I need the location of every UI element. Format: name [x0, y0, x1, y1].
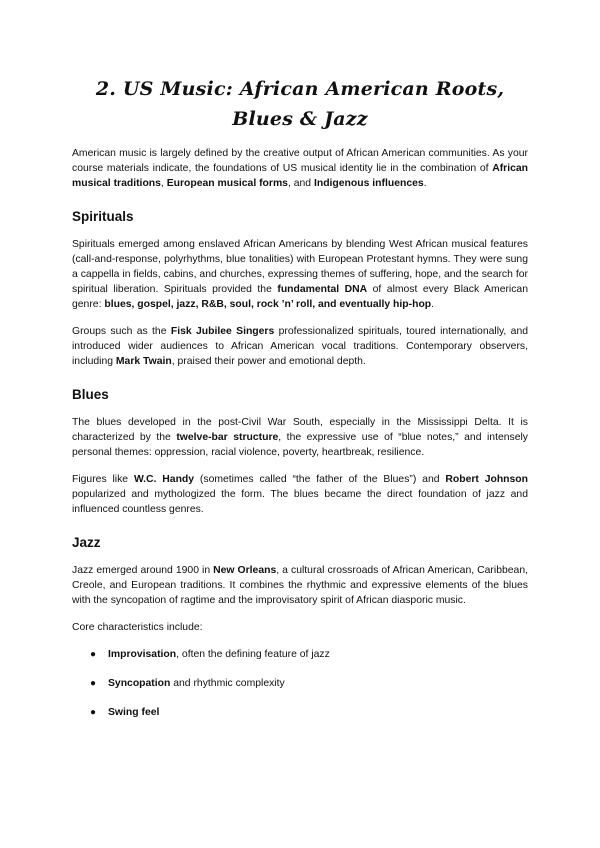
jazz-p1-text-1: Jazz emerged around 1900 in — [72, 565, 214, 576]
blues-paragraph-1 — [72, 415, 528, 460]
spirituals-p2-bold-fisk: Fisk Jubilee Singers — [170, 326, 275, 337]
intro-text-3: , and — [287, 178, 314, 189]
spirituals-p2-text-2: professionalized spirituals, toured internationally, and introduced wider audiences to African American vocal traditions. Contemporary observers, including — [72, 326, 528, 367]
jazz-paragraph-1 — [72, 563, 528, 608]
blues-p1-text-1: The blues developed in the post-Civil War South, especially in the Mississippi Delta. It is characterized by the — [72, 417, 528, 443]
spirituals-p2-bold-twain: Mark Twain — [115, 356, 172, 367]
blues-p2-text-1: Figures like — [72, 474, 134, 485]
blues-p2-bold-handy: W.C. Handy — [133, 474, 195, 485]
intro-text-4: . — [423, 178, 427, 189]
blues-p2-text-2: (sometimes called “the father of the Blues”) and — [194, 474, 446, 485]
heading-spirituals: Spirituals — [72, 209, 134, 224]
blues-p2-text-3: popularized and mythologized the form. The blues became the direct foundation of jazz and influenced countless genres. — [72, 489, 528, 515]
blues-paragraph-2 — [72, 472, 528, 517]
spirituals-p1-bold-dna: fundamental DNA — [277, 284, 368, 295]
list-item — [72, 647, 528, 662]
list-item-bold: Improvisation — [108, 649, 177, 660]
jazz-paragraph-2: Core characteristics include: — [72, 622, 203, 633]
jazz-p1-text-2: , a cultural crossroads of African American, Caribbean, Creole, and European traditions. It combines the rhythmic and expressive elements of the blues with the syncopation of ragtime and the improvisatory spirit of African diasporic music. — [72, 565, 528, 606]
intro-bold-african: African musical traditions — [72, 163, 528, 189]
document-title: 2. US Music: African American Roots, Blues & Jazz — [95, 78, 505, 130]
list-item — [72, 676, 528, 691]
blues-p2-bold-johnson: Robert Johnson — [445, 474, 528, 485]
jazz-p1-bold-new-orleans: New Orleans — [213, 565, 277, 576]
intro-text-1: American music is largely defined by the creative output of African American communities. As your course materials indicate, the foundations of US musical identity lie in the combination of — [72, 148, 528, 174]
intro-paragraph — [72, 146, 528, 191]
bullet-icon: ● — [90, 707, 97, 718]
bullet-icon: ● — [90, 678, 97, 689]
spirituals-p1-text-3: . — [431, 299, 435, 310]
list-item-text: and rhythmic complexity — [170, 678, 285, 689]
spirituals-paragraph-2 — [72, 324, 528, 369]
intro-bold-indigenous: Indigenous influences — [313, 178, 424, 189]
spirituals-p1-bold-genres: blues, gospel, jazz, R&B, soul, rock ’n’ roll, and eventually hip-hop — [104, 299, 432, 310]
intro-text-2: , — [160, 178, 167, 189]
spirituals-p2-text-3: , praised their power and emotional depth. — [171, 356, 366, 367]
spirituals-p2-text-1: Groups such as the — [72, 326, 171, 337]
heading-blues: Blues — [72, 387, 109, 402]
blues-p1-bold-twelve-bar: twelve-bar structure — [176, 432, 279, 443]
list-item-bold: Swing feel — [108, 707, 160, 718]
heading-jazz: Jazz — [72, 535, 101, 550]
bullet-icon: ● — [90, 649, 97, 660]
jazz-characteristics-list — [72, 647, 528, 720]
list-item-bold: Syncopation — [108, 678, 171, 689]
spirituals-p1-text-1: Spirituals emerged among enslaved African Americans by blending West African musical features (call-and-response, polyrhythms, blue tonalities) with European Protestant hymns. They were sung a cappella in fields, cabins, and churches, expressing themes of suffering, hope, and the search for spiritual liberation. Spirituals provided the — [72, 239, 528, 295]
spirituals-paragraph-1 — [72, 237, 528, 312]
blues-p1-text-2: , the expressive use of “blue notes,” and intensely personal themes: oppression, racial violence, poverty, heartbreak, resilience. — [72, 432, 528, 458]
spirituals-p1-text-2: of almost every Black American genre: — [72, 284, 528, 310]
list-item-text: , often the defining feature of jazz — [176, 649, 330, 660]
list-item — [72, 705, 528, 720]
intro-bold-european: European musical forms — [166, 178, 288, 189]
